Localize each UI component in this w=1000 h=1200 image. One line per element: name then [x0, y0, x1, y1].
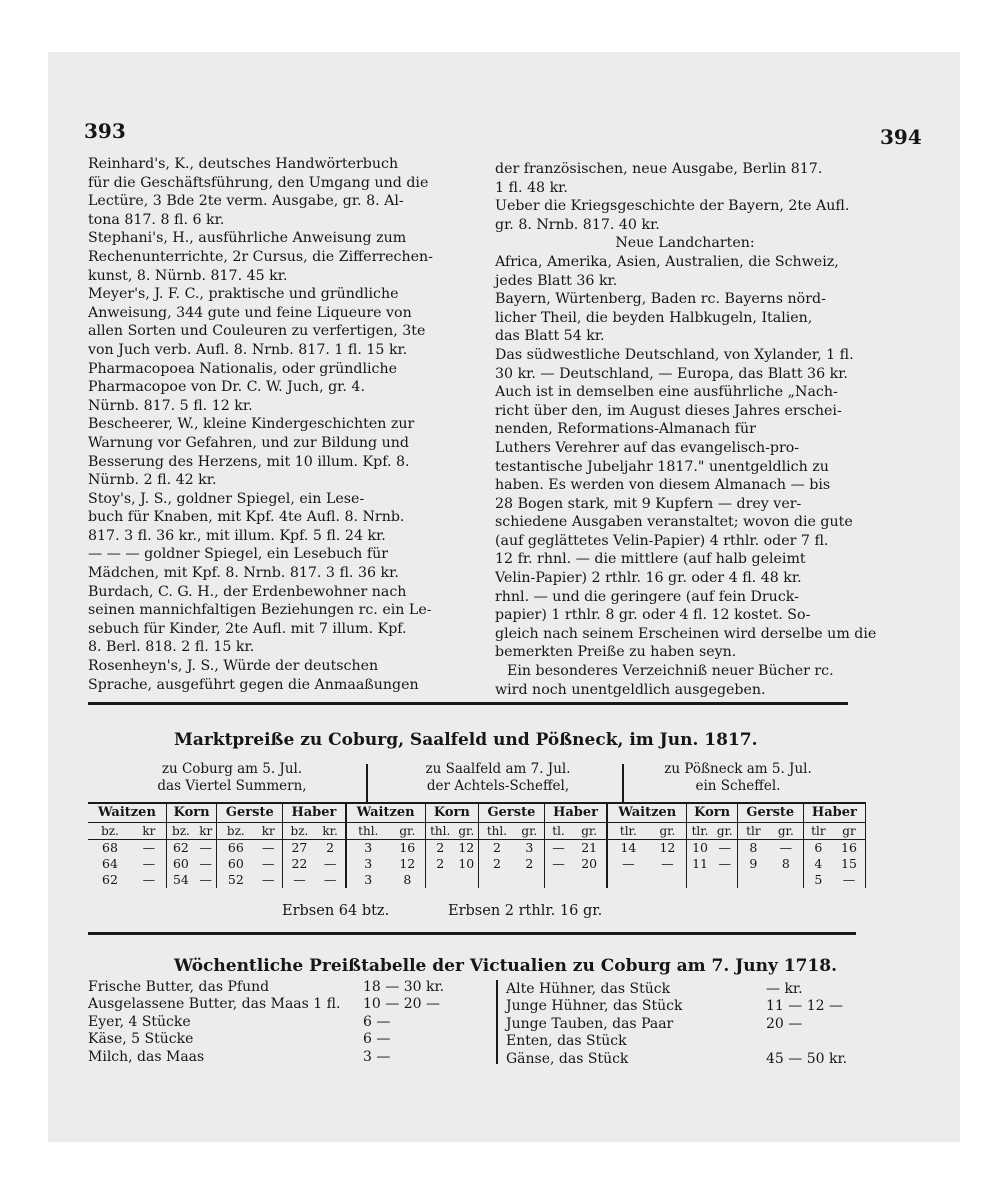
text-line: Auch ist in demselben eine ausführliche „Nach-	[495, 384, 838, 401]
page-number-left: 393	[84, 119, 126, 143]
price-cell	[713, 872, 738, 888]
price-cell: —	[254, 872, 283, 888]
item-name: Gänse, das Stück	[506, 1050, 629, 1067]
item-name: Eyer, 4 Stücke	[88, 1013, 191, 1030]
price-cell: —	[713, 856, 738, 872]
text-line: Africa, Amerika, Asien, Australien, die Schweiz,	[495, 253, 839, 270]
grain-header: Waitzen	[607, 803, 687, 823]
right-column-text	[495, 160, 875, 699]
text-line: von Juch verb. Aufl. 8. Nrnb. 817. 1 fl. 15 kr.	[88, 341, 408, 358]
price-cell: —	[293, 872, 306, 887]
price-cell: —	[132, 840, 166, 857]
item-name: Käse, 5 Stücke	[88, 1031, 194, 1048]
price-cell: 66	[227, 840, 244, 855]
price-cell: —	[552, 856, 565, 871]
text-line: jedes Blatt 36 kr.	[495, 272, 618, 289]
town-divider	[622, 764, 624, 804]
price-cell: —	[316, 872, 346, 888]
price-cell: —	[132, 872, 166, 888]
item-price: 18 — 30 kr.	[363, 979, 445, 995]
price-cell: 3	[515, 840, 545, 857]
table-row	[88, 840, 866, 857]
list-item	[506, 1033, 856, 1050]
coburg-header: zu Coburg am 5. Jul. das Viertel Summern,	[157, 761, 307, 794]
price-cell: 12	[649, 840, 687, 857]
text-line: Das südwestliche Deutschland, von Xylander, 1 fl.	[495, 346, 854, 363]
text-line: Velin-Papier) 2 rthlr. 16 gr. oder 4 fl. 48 kr.	[495, 570, 802, 587]
unit-cell: bz.	[283, 823, 316, 840]
unit-cell: gr.	[455, 823, 479, 840]
list-item	[88, 996, 458, 1013]
text-line: Meyer's, J. F. C., praktische und gründliche	[88, 286, 399, 303]
text-line: tona 817. 8 fl. 6 kr.	[88, 211, 225, 228]
text-line: Sprache, ausgeführt gegen die Anmaaßungen	[88, 676, 419, 693]
unit-cell: gr.	[713, 823, 738, 840]
unit-cell: tlr.	[687, 823, 713, 840]
price-cell	[544, 872, 572, 888]
item-name: Enten, das Stück	[506, 1033, 627, 1050]
unit-cell: tl.	[544, 823, 572, 840]
text-line: Rechenunterrichte, 2r Cursus, die Zifferrechen-	[88, 248, 433, 265]
text-line: sebuch für Kinder, 2te Aufl. mit 7 illum. Kpf.	[88, 620, 407, 637]
price-cell: 54	[172, 872, 189, 887]
text-line: allen Sorten und Couleuren zu verfertigen, 3te	[88, 323, 426, 340]
text-line: Reinhard's, K., deutsches Handwörterbuch	[88, 156, 399, 172]
item-price: 20 —	[766, 1015, 803, 1032]
unit-cell: thl.	[479, 823, 515, 840]
column-divider	[496, 980, 498, 1064]
unit-cell: gr.	[649, 823, 687, 840]
price-cell: —	[195, 840, 217, 857]
coburg-peas-price: Erbsen 64 btz.	[282, 903, 390, 919]
item-price: 6 —	[363, 1031, 391, 1048]
price-cell: 60	[172, 856, 189, 871]
grain-header: Korn	[166, 803, 217, 823]
price-cell: 14	[620, 840, 637, 855]
text-line: gleich nach seinem Erscheinen wird derselbe um die	[495, 625, 877, 642]
saalfeld-header: zu Saalfeld am 7. Jul. der Achtels-Scheffel,	[425, 761, 571, 794]
text-line: das Blatt 54 kr.	[495, 328, 605, 345]
text-line: Bescheerer, W., kleine Kindergeschichten zur	[88, 416, 415, 433]
text-line: Ein besonderes Verzeichniß neuer Bücher rc.	[507, 663, 834, 680]
price-cell: 16	[390, 840, 425, 857]
grain-header: Gerste	[217, 803, 283, 823]
grain-header: Korn	[425, 803, 478, 823]
grain-header: Haber	[544, 803, 607, 823]
text-line: licher Theil, die beyden Halbkugeln, Italien,	[495, 309, 813, 326]
table-row	[88, 856, 866, 872]
divider-rule	[88, 702, 848, 705]
saalfeld-peas-price: Erbsen 2 rthlr. 16 gr.	[448, 903, 603, 919]
item-price: 6 —	[363, 1013, 391, 1030]
text-line: Nürnb. 2 fl. 42 kr.	[88, 472, 217, 489]
item-price: 10 — 20 —	[363, 996, 440, 1013]
unit-cell: thl.	[346, 823, 390, 840]
poessneck-header: zu Pößneck am 5. Jul. ein Scheffel.	[664, 761, 812, 794]
price-cell: 22	[291, 856, 308, 871]
text-line: seinen mannichfaltigen Beziehungen rc. ein Le-	[88, 602, 432, 619]
price-cell: 8	[749, 840, 758, 855]
list-item	[506, 1016, 856, 1033]
price-cell: —	[649, 856, 687, 872]
text-line: Besserung des Herzens, mit 10 illum. Kpf. 8.	[88, 453, 410, 470]
text-line: Bayern, Würtenberg, Baden rc. Bayerns nörd-	[495, 291, 826, 308]
text-line: 28 Bogen stark, mit 9 Kupfern — drey ver-	[495, 495, 802, 512]
unit-cell: kr	[254, 823, 283, 840]
market-title: Marktpreiße zu Coburg, Saalfeld und Pößneck, im Jun. 1817.	[174, 730, 758, 750]
left-column-text	[88, 155, 478, 694]
text-line: Rosenheyn's, J. S., Würde der deutschen	[88, 658, 379, 675]
text-line: der französischen, neue Ausgabe, Berlin 817.	[495, 161, 823, 177]
text-line: buch für Knaben, mit Kpf. 4te Aufl. 8. Nrnb.	[88, 509, 405, 526]
scanned-page	[48, 52, 960, 1142]
text-line: für die Geschäftsführung, den Umgang und die	[88, 174, 429, 191]
price-cell	[737, 872, 769, 888]
item-name: Alte Hühner, das Stück	[506, 981, 671, 997]
text-line: Pharmacopoe von Dr. C. W. Juch, gr. 4.	[88, 379, 365, 396]
price-cell	[572, 872, 607, 888]
weekly-title: Wöchentliche Preißtabelle der Victualien zu Coburg am 7. Juny 1718.	[174, 956, 837, 976]
text-line: 12 fr. rhnl. — die mittlere (auf halb geleimt	[495, 551, 806, 568]
text-line: Nürnb. 817. 5 fl. 12 kr.	[88, 397, 253, 414]
text-line: Burdach, C. G. H., der Erdenbewohner nach	[88, 583, 407, 600]
text-line: schiedene Ausgaben veranstaltet; wovon die gute	[495, 514, 853, 531]
unit-cell: gr	[833, 823, 866, 840]
unit-cell: kr	[132, 823, 166, 840]
price-cell	[479, 872, 515, 888]
price-cell: 52	[227, 872, 244, 887]
price-cell: 6	[814, 840, 823, 855]
unit-cell: kr.	[316, 823, 346, 840]
text-line: 1 fl. 48 kr.	[495, 179, 568, 196]
price-cell: 10	[455, 856, 479, 872]
price-cell: 62	[172, 840, 189, 855]
text-line: nenden, Reformations-Almanach für	[495, 421, 756, 438]
price-cell: —	[833, 872, 866, 888]
text-line: Neue Landcharten:	[615, 235, 755, 252]
text-line: haben. Es werden von diesem Almanach — bis	[495, 477, 831, 494]
price-cell	[515, 872, 545, 888]
price-cell: 2	[492, 856, 501, 871]
price-cell: 15	[833, 856, 866, 872]
unit-cell: bz.	[217, 823, 254, 840]
text-line: Ueber die Kriegsgeschichte der Bayern, 2te Aufl.	[495, 198, 850, 215]
unit-cell: gr.	[390, 823, 425, 840]
weekly-list-right	[506, 981, 856, 1068]
price-cell: 64	[102, 856, 118, 871]
item-name: Frische Butter, das Pfund	[88, 979, 270, 995]
town-divider	[366, 764, 368, 804]
price-cell: 8	[769, 856, 803, 872]
price-cell: 9	[749, 856, 758, 871]
item-price: 11 — 12 —	[766, 998, 843, 1015]
price-cell: 2	[436, 856, 445, 871]
text-line: gr. 8. Nrnb. 817. 40 kr.	[495, 216, 660, 233]
text-line: Mädchen, mit Kpf. 8. Nrnb. 817. 3 fl. 36 kr.	[88, 565, 399, 582]
price-cell	[607, 872, 648, 888]
text-line: testantische Jubeljahr 1817." unentgeldlich zu	[495, 458, 829, 475]
price-cell: 20	[572, 856, 607, 872]
text-line: 817. 3 fl. 36 kr., mit illum. Kpf. 5 fl. 24 kr.	[88, 527, 386, 544]
price-cell	[687, 872, 713, 888]
price-cell: —	[195, 856, 217, 872]
page-number-right: 394	[880, 125, 922, 149]
text-line: richt über den, im August dieses Jahres erschei-	[495, 402, 842, 419]
text-line: 30 kr. — Deutschland, — Europa, das Blatt 36 kr.	[495, 365, 848, 382]
unit-cell: gr.	[515, 823, 545, 840]
text-line: — — — goldner Spiegel, ein Lesebuch für	[88, 546, 388, 563]
grain-header: Haber	[803, 803, 865, 823]
price-cell: —	[552, 840, 565, 855]
price-cell: 11	[692, 856, 708, 871]
unit-cell: gr.	[769, 823, 803, 840]
text-line: Warnung vor Gefahren, und zur Bildung und	[88, 434, 409, 451]
price-cell: —	[132, 856, 166, 872]
price-cell: 21	[572, 840, 607, 857]
text-line: bemerkten Preiße zu haben seyn.	[495, 644, 737, 661]
list-item	[88, 1031, 458, 1048]
text-line: kunst, 8. Nürnb. 817. 45 kr.	[88, 267, 288, 284]
unit-cell: bz.	[88, 823, 132, 840]
text-line: Stephani's, H., ausführliche Anweisung zum	[88, 230, 407, 247]
price-cell: —	[254, 840, 283, 857]
price-cell: 12	[455, 840, 479, 857]
item-name: Junge Hühner, das Stück	[506, 998, 683, 1015]
unit-cell: bz.	[166, 823, 195, 840]
grain-header: Haber	[283, 803, 346, 823]
market-price-table	[88, 802, 866, 888]
price-cell: 3	[364, 872, 373, 887]
price-cell	[455, 872, 479, 888]
text-line: Stoy's, J. S., goldner Spiegel, ein Lese-	[88, 490, 365, 507]
price-cell: 68	[102, 840, 118, 855]
price-cell: —	[316, 856, 346, 872]
text-line: Lectüre, 3 Bde 2te verm. Ausgabe, gr. 8. Al-	[88, 193, 404, 210]
price-cell: 5	[814, 872, 823, 887]
price-cell: —	[622, 856, 635, 871]
grain-header: Gerste	[737, 803, 803, 823]
price-cell: 3	[364, 856, 373, 871]
price-cell: 27	[291, 840, 308, 855]
unit-cell: kr	[195, 823, 217, 840]
price-cell: 16	[833, 840, 866, 857]
price-cell: 10	[692, 840, 708, 855]
price-cell: 2	[492, 840, 501, 855]
price-cell: 4	[814, 856, 823, 871]
text-line: Anweisung, 344 gute und feine Liqueure von	[88, 304, 412, 321]
unit-cell: tlr	[803, 823, 833, 840]
text-line: Luthers Verehrer auf das evangelisch-pro-	[495, 439, 800, 456]
item-name: Ausgelassene Butter, das Maas 1 fl.	[88, 996, 341, 1013]
text-line: (auf geglättetes Velin-Papier) 4 rthlr. oder 7 fl.	[495, 532, 829, 549]
grain-header: Gerste	[479, 803, 545, 823]
list-item	[88, 979, 458, 996]
unit-cell: tlr	[737, 823, 769, 840]
price-cell: 60	[227, 856, 244, 871]
grain-header: Korn	[687, 803, 738, 823]
list-item	[506, 1051, 856, 1068]
text-line: 8. Berl. 818. 2 fl. 15 kr.	[88, 639, 255, 656]
price-cell: 8	[390, 872, 425, 888]
weekly-list-left	[88, 979, 458, 1066]
text-line: Pharmacopoea Nationalis, oder gründliche	[88, 360, 398, 377]
unit-cell: tlr.	[607, 823, 648, 840]
item-price: — kr.	[766, 981, 803, 997]
item-name: Milch, das Maas	[88, 1048, 205, 1065]
list-item	[88, 1049, 458, 1066]
item-price: 3 —	[363, 1048, 391, 1065]
price-cell: —	[195, 872, 217, 888]
table-row	[88, 872, 866, 888]
price-cell: 62	[102, 872, 118, 887]
text-line: wird noch unentgeldlich ausgegeben.	[495, 681, 766, 698]
item-price: 45 — 50 kr.	[766, 1050, 848, 1067]
price-cell: 2	[436, 840, 445, 855]
price-cell: 2	[316, 840, 346, 857]
price-cell: 3	[364, 840, 373, 855]
unit-cell: gr.	[572, 823, 607, 840]
text-line: papier) 1 rthlr. 8 gr. oder 4 fl. 12 kostet. So-	[495, 607, 811, 624]
price-cell	[425, 872, 454, 888]
list-item	[506, 981, 856, 998]
price-cell: —	[254, 856, 283, 872]
item-name: Junge Tauben, das Paar	[506, 1015, 674, 1032]
price-cell: —	[713, 840, 738, 857]
list-item	[506, 998, 856, 1015]
price-cell	[769, 872, 803, 888]
text-line: rhnl. — und die geringere (auf fein Druck-	[495, 588, 799, 605]
divider-rule	[88, 932, 856, 935]
list-item	[88, 1014, 458, 1031]
grain-header: Waitzen	[346, 803, 426, 823]
grain-header: Waitzen	[88, 803, 166, 823]
unit-cell: thl.	[425, 823, 454, 840]
price-cell: 2	[515, 856, 545, 872]
price-cell	[649, 872, 687, 888]
price-cell: 12	[390, 856, 425, 872]
price-cell: —	[769, 840, 803, 857]
